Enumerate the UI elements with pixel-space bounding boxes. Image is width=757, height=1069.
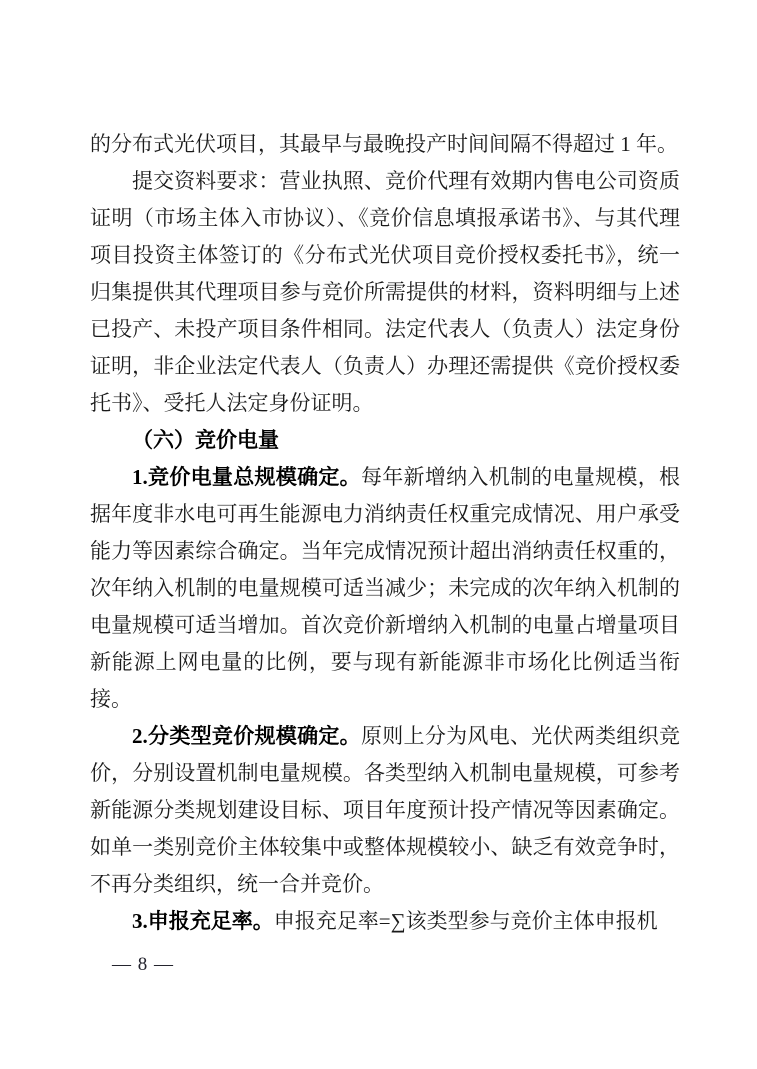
page-number: — 8 — [112,954,174,975]
paragraph-item-1-text: 每年新增纳入机制的电量规模，根据年度非水电可再生能源电力消纳责任权重完成情况、用户承受能力等因素综合确定。当年完成情况预计超出消纳责任权重的，次年纳入机制的电量规模可适当减少；未完成的次年纳入机制的电量规模可适当增加。首次竞价新增纳入机制的电量占增量项目新能源上网电量的比例，要与现有新能源非市场化比例适当衔接。 [90,465,681,711]
paragraph-item-2-text: 原则上分为风电、光伏两类组织竞价，分别设置机制电量规模。各类型纳入机制电量规模，可参考新能源分类规划建设目标、项目年度预计投产情况等因素确定。如单一类别竞价主体较集中或整体规模较小、缺乏有效竞争时，不再分类组织，统一合并竞价。 [90,724,681,896]
paragraph-submission-requirements [90,163,680,422]
paragraph-item-3-text: 申报充足率=∑该类型参与竞价主体申报机 [273,909,658,933]
document-body [90,126,680,940]
paragraph-item-3 [90,903,680,940]
paragraph-item-2 [90,718,680,903]
paragraph-item-1-lead: 1.竞价电量总规模确定。 [132,465,361,489]
paragraph-item-2-lead: 2.分类型竞价规模确定。 [132,724,361,748]
paragraph-continuation [90,126,680,163]
section-heading-bidding-volume: （六）竞价电量 [132,428,279,452]
paragraph-continuation-text: 的分布式光伏项目，其最早与最晚投产时间间隔不得超过 1 年。 [90,132,678,156]
paragraph-item-1 [90,459,680,718]
paragraph-submission-requirements-text: 提交资料要求：营业执照、竞价代理有效期内售电公司资质证明（市场主体入市协议）、《竞价信息填报承诺书》、与其代理项目投资主体签订的《分布式光伏项目竞价授权委托书》，统一归集提供其代理项目参与竞价所需提供的材料，资料明细与上述已投产、未投产项目条件相同。法定代表人（负责人）法定身份证明，非企业法定代表人（负责人）办理还需提供《竞价授权委托书》、受托人法定身份证明。 [90,169,680,415]
paragraph-item-3-lead: 3.申报充足率。 [132,909,274,933]
